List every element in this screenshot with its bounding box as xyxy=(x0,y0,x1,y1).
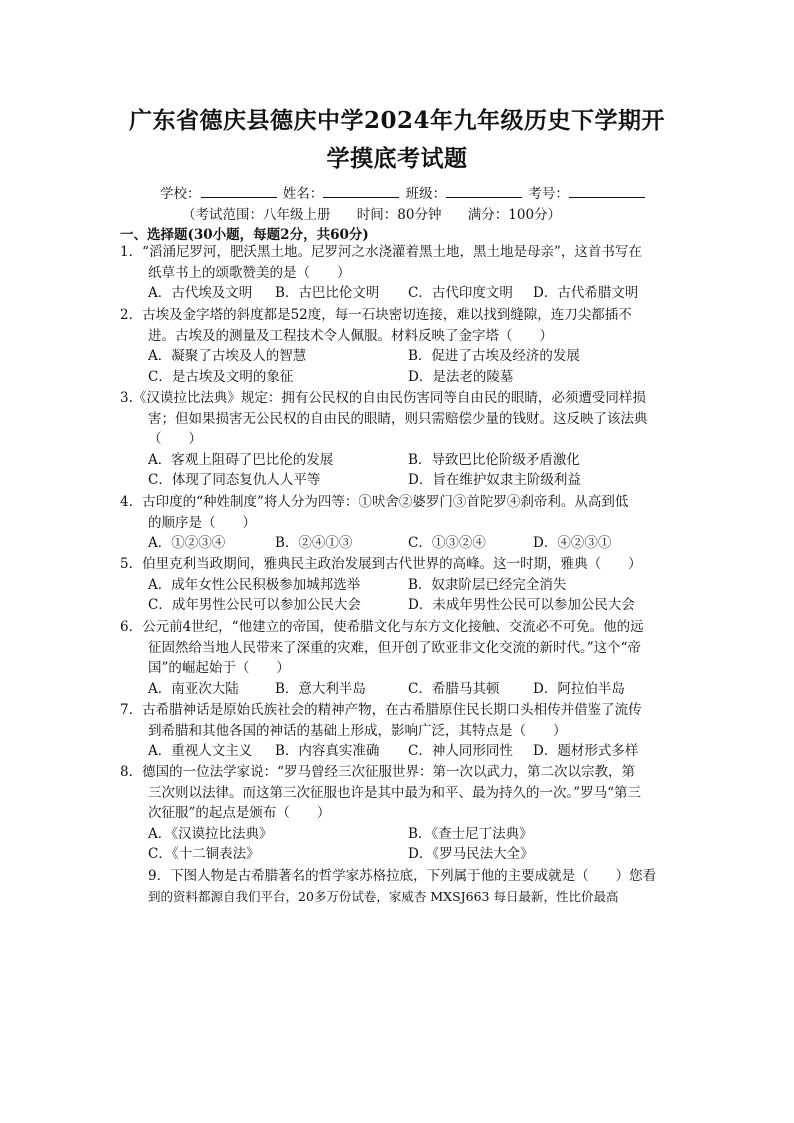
question-options xyxy=(120,367,675,388)
question-options xyxy=(120,470,675,491)
option-c: C．成年男性公民可以参加公民大会 xyxy=(148,597,361,613)
question-continuation: 进。古埃及的测量及工程技术令人佩服。材料反映了金字塔（ ） xyxy=(148,327,553,344)
option-d: D．《罗马民法大全》 xyxy=(408,846,534,862)
option-a: A．古代埃及文明 xyxy=(148,285,253,301)
school-blank xyxy=(201,184,277,198)
question-stem: 9．下图人物是古希腊著名的哲学家苏格拉底，下列属于他的主要成就是（ ）您看 xyxy=(148,868,657,884)
question-9 xyxy=(120,866,675,907)
question-continuation-2: （ ） xyxy=(148,431,202,447)
option-d: D．未成年男性公民可以参加公民大会 xyxy=(408,597,635,613)
exam-time: 时间：80分钟 xyxy=(356,207,442,223)
question-options xyxy=(120,575,675,596)
question-stem: 3.《汉谟拉比法典》规定：拥有公民权的自由民伤害同等自由民的眼睛，必须遭受同样损 xyxy=(120,390,646,406)
question-8 xyxy=(120,762,675,865)
question-continuation: 到希腊和其他各国的神话的基础上形成，影响广泛，其特点是（ ） xyxy=(148,722,567,739)
question-continuation-2: 次征服”的起点是颁布（ ） xyxy=(148,805,331,821)
question-options xyxy=(120,450,675,471)
question-3 xyxy=(120,388,675,491)
option-c: C．希腊马其顿 xyxy=(408,680,500,697)
option-c: C．《十二铜表法》 xyxy=(148,846,260,862)
option-b: B．导致巴比伦阶级矛盾激化 xyxy=(408,451,580,468)
question-options xyxy=(120,533,675,554)
question-continuation: 到的资料都源自我们平台，20多万份试卷，家威杏 MXSJ663 每日最新，性比价最高 xyxy=(148,888,619,904)
section-heading: 一、选择题(30小题，每题2分，共60分) xyxy=(120,227,369,243)
question-continuation-2: 国”的崛起始于（ ） xyxy=(148,660,290,676)
question-stem: 8．德国的一位法学家说：“罗马曾经三次征服世界：第一次以武力，第二次以宗教，第 xyxy=(120,764,635,780)
exam-scope-line xyxy=(182,203,583,223)
option-a: A．《汉谟拉比法典》 xyxy=(148,825,273,842)
option-c: C．古代印度文明 xyxy=(408,285,513,301)
name-blank xyxy=(323,184,399,198)
question-stem: 6．公元前4世纪，“他建立的帝国，使希腊文化与东方文化接触、交流必不可免。他的远 xyxy=(120,619,644,635)
option-d: D．古代希腊文明 xyxy=(533,285,639,301)
exam-no-label: 考号： xyxy=(528,186,569,202)
question-stem: 1．“滔涌尼罗河，肥沃黑土地。尼罗河之水浇灌着黑土地，黑土地是母亲”，这首书写在 xyxy=(120,244,642,260)
question-options xyxy=(120,824,675,845)
option-a: A．南亚次大陆 xyxy=(148,680,239,697)
option-a: A．客观上阻碍了巴比伦的发展 xyxy=(148,451,334,468)
question-stem: 4．古印度的“种姓制度”将人分为四等：①吠舍②婆罗门③首陀罗④刹帝利。从高到低 xyxy=(120,494,629,510)
question-options xyxy=(120,679,675,700)
question-continuation: 纸草书上的颂歌赞美的是（ ） xyxy=(148,264,351,281)
question-4 xyxy=(120,492,675,554)
option-a: A．重视人文主义 xyxy=(148,743,253,759)
class-blank xyxy=(446,184,522,198)
option-a: A．①②③④ xyxy=(148,535,226,551)
option-d: D．阿拉伯半岛 xyxy=(533,680,625,697)
option-b: B．《查士尼丁法典》 xyxy=(408,825,533,842)
school-label: 学校： xyxy=(160,186,201,202)
exam-range: （考试范围：八年级上册 xyxy=(182,207,331,223)
question-2 xyxy=(120,305,675,387)
question-stem: 2．古埃及金字塔的斜度都是52度，每一石块密切连接，难以找到缝隙，连刀尖都插不 xyxy=(120,307,632,323)
option-d: D．是法老的陵墓 xyxy=(408,368,514,385)
option-b: B．②④①③ xyxy=(275,535,353,551)
option-b: B．内容真实准确 xyxy=(275,743,380,759)
option-d: D．旨在维护奴隶主阶级利益 xyxy=(408,472,581,488)
exam-score: 满分：100分） xyxy=(467,207,562,223)
question-5 xyxy=(120,554,675,616)
option-b: B．促进了古埃及经济的发展 xyxy=(408,348,580,364)
exam-title-line2: 学摸底考试题 xyxy=(326,145,468,172)
question-options xyxy=(120,741,675,762)
exam-no-blank xyxy=(569,184,645,198)
question-1 xyxy=(120,242,675,304)
option-b: B．意大利半岛 xyxy=(275,680,366,697)
option-a: A．凝聚了古埃及人的智慧 xyxy=(148,348,307,364)
question-continuation: 征固然给当地人民带来了深重的灾难，但开创了欧亚非文化交流的新时代。”这个“帝 xyxy=(148,639,642,656)
question-continuation: 的顺序是（ ） xyxy=(148,514,256,531)
name-label: 姓名： xyxy=(282,186,324,202)
question-7 xyxy=(120,700,675,762)
option-c: C．①③②④ xyxy=(408,535,486,551)
option-b: B．奴隶阶层已经完全消失 xyxy=(408,576,567,593)
question-options xyxy=(120,844,675,865)
option-d: D．题材形式多样 xyxy=(533,743,639,759)
question-continuation: 害；但如果损害无公民权的自由民的眼睛，则只需赔偿少量的钱财。这反映了该法典 xyxy=(148,410,648,427)
question-options xyxy=(120,595,675,616)
option-c: C．是古埃及文明的象征 xyxy=(148,368,294,385)
question-continuation: 三次则以法律。而这第三次征服也许是其中最为和平、最为持久的一次。”罗马“第三 xyxy=(148,784,642,801)
question-stem: 7．古希腊神话是原始氏族社会的精神产物，在古希腊原住民长期口头相传并借鉴了流传 xyxy=(120,702,642,718)
option-c: C．体现了同态复仇人人平等 xyxy=(148,472,321,488)
option-d: D．④②③① xyxy=(533,535,612,551)
question-options xyxy=(120,346,675,367)
option-b: B．古巴比伦文明 xyxy=(275,285,380,301)
question-options xyxy=(120,283,675,304)
question-stem: 5．伯里克利当政期间，雅典民主政治发展到古代世界的高峰。这一时期，雅典（ ） xyxy=(120,556,642,572)
class-label: 班级： xyxy=(405,186,447,202)
option-a: A．成年女性公民积极参加城邦选举 xyxy=(148,576,361,593)
student-info-line xyxy=(160,182,647,202)
exam-title-line1: 广东省德庆县德庆中学2024年九年级历史下学期开 xyxy=(128,107,665,134)
option-c: C．神人同形同性 xyxy=(408,743,513,759)
question-6 xyxy=(120,617,675,699)
